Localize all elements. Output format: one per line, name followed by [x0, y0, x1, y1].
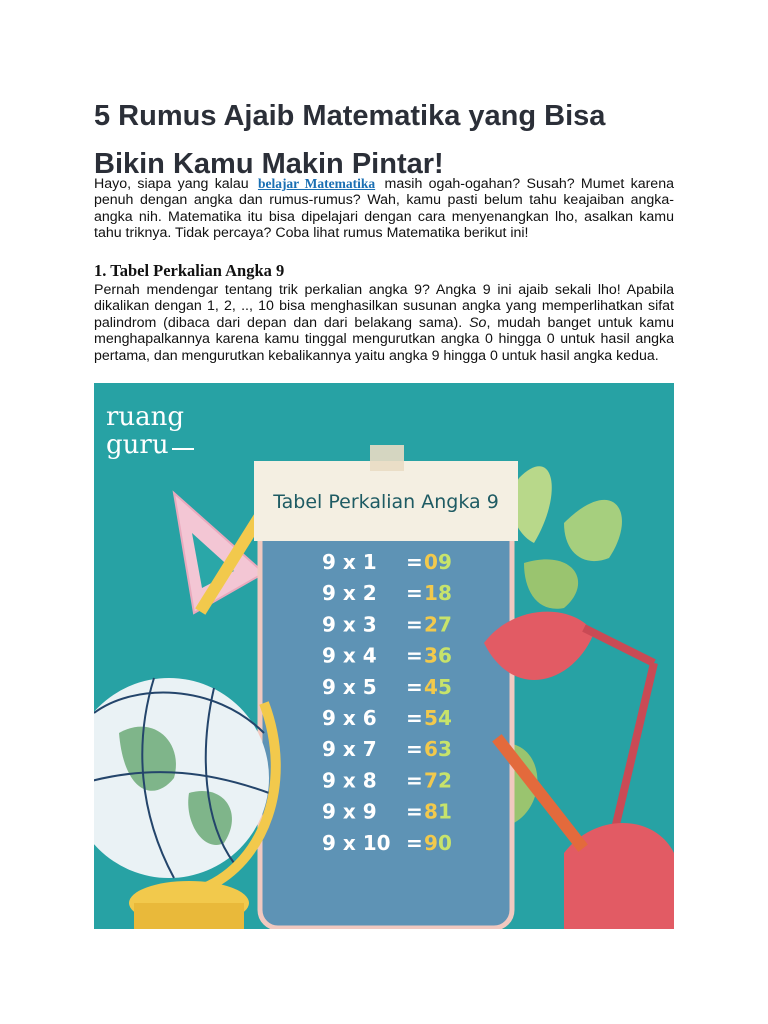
- chalkboard: [254, 445, 518, 928]
- section1-text-start: Pernah mendengar tentang trik perkalian angka 9? Angka 9 ini ajaib sekali lho! Apabila dikalikan dengan 1, 2, .., 10 bisa menghasilkan susunan angka yang memperlihatkan sifat palindrom (dibaca dari depan dan dari belakang sama).: [94, 282, 674, 331]
- row-expression: 9 x 3: [322, 612, 377, 637]
- row-result-tens: 0: [424, 550, 438, 574]
- row-result-ones: 8: [438, 581, 452, 606]
- row-expression: 9 x 1: [322, 550, 377, 574]
- intro-paragraph: [94, 176, 674, 242]
- row-result-tens: 2: [424, 612, 438, 637]
- row-result-ones: 3: [438, 737, 452, 762]
- belajar-matematika-link[interactable]: belajar Matematika: [257, 176, 376, 191]
- row-result-ones: 1: [438, 799, 452, 824]
- illustration-multiplication-table: [94, 383, 674, 929]
- row-result-ones: 0: [438, 830, 452, 855]
- row-result-ones: 9: [438, 550, 452, 574]
- intro-text-rest: masih ogah-ogahan? Susah? Mumet karena penuh dengan angka dan rumus-rumus? Wah, kamu pasti belum tahu keajaiban angka-angka nih. Matematika itu bisa dipelajari dengan cara menyenangkan lho, asalkan kamu tahu triknya. Tidak percaya? Coba lihat rumus Matematika berikut ini!: [94, 176, 674, 242]
- row-equals: =: [406, 737, 423, 762]
- logo-line-1: ruang: [106, 402, 185, 432]
- row-result-ones: 2: [438, 768, 452, 793]
- row-equals: =: [406, 612, 423, 637]
- row-equals: =: [406, 581, 423, 606]
- row-expression: 9 x 6: [322, 706, 377, 730]
- row-result-tens: 3: [424, 643, 438, 668]
- board-title: Tabel Perkalian Angka 9: [273, 491, 499, 513]
- row-result-ones: 4: [438, 706, 452, 730]
- row-equals: =: [406, 830, 423, 855]
- row-result-tens: 7: [424, 768, 438, 793]
- row-expression: 9 x 10: [322, 830, 391, 855]
- row-result-tens: 5: [424, 706, 438, 730]
- row-equals: =: [406, 674, 423, 699]
- row-equals: =: [406, 643, 423, 668]
- logo-line-2: guru: [106, 430, 169, 460]
- section1-emphasis: So: [469, 314, 487, 331]
- row-expression: 9 x 9: [322, 799, 377, 824]
- row-result-ones: 5: [438, 674, 452, 699]
- row-equals: =: [406, 706, 423, 730]
- row-expression: 9 x 7: [322, 737, 377, 762]
- row-equals: =: [406, 799, 423, 824]
- section1-text-rest: , mudah banget untuk kamu menghapalkannya karena kamu tinggal mengurutkan angka 0 hingga 0 untuk hasil angka pertama, dan mengurutkan kebalikannya yaitu angka 9 hingga 0 untuk hasil angka kedua.: [94, 314, 674, 364]
- illustration-svg: [94, 383, 674, 929]
- intro-text-start: Hayo, siapa yang kalau: [94, 176, 249, 192]
- row-expression: 9 x 5: [322, 674, 377, 699]
- row-result-tens: 1: [424, 581, 438, 606]
- row-result-ones: 7: [438, 612, 452, 637]
- row-result-tens: 8: [424, 799, 438, 824]
- section-heading-1: 1. Tabel Perkalian Angka 9: [94, 261, 285, 280]
- row-equals: =: [406, 768, 423, 793]
- row-expression: 9 x 2: [322, 581, 377, 606]
- section1-paragraph: [94, 282, 674, 364]
- row-expression: 9 x 8: [322, 768, 377, 793]
- row-expression: 9 x 4: [322, 643, 377, 668]
- row-result-tens: 4: [424, 674, 438, 699]
- row-result-tens: 9: [424, 830, 438, 855]
- row-equals: =: [406, 550, 423, 574]
- row-result-tens: 6: [424, 737, 438, 762]
- row-result-ones: 6: [438, 643, 452, 668]
- article-title: 5 Rumus Ajaib Matematika yang Bisa Bikin Kamu Makin Pintar!: [94, 100, 606, 180]
